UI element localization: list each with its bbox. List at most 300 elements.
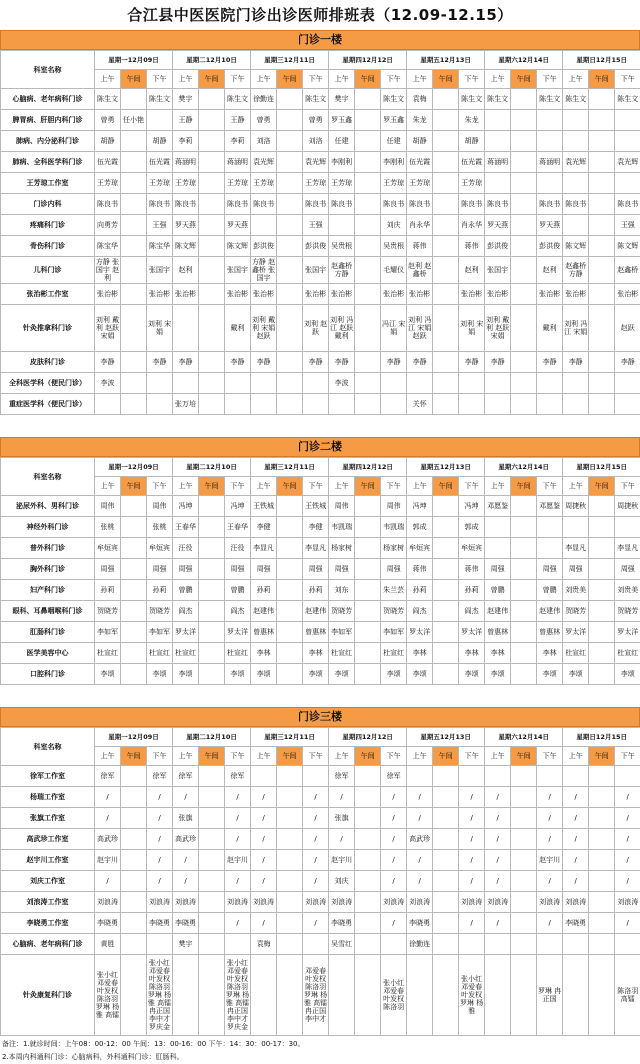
doctor-cell: 徐军 — [147, 766, 173, 787]
doctor-cell — [511, 538, 537, 559]
doctor-cell: 李颂 — [95, 664, 121, 685]
dept-name: 普外科门诊 — [1, 538, 95, 559]
doctor-cell — [511, 766, 537, 787]
shift-header: 下午 — [615, 747, 640, 766]
doctor-cell: 孙莉 — [459, 580, 485, 601]
shift-header: 下午 — [615, 477, 640, 496]
doctor-cell: 曾鹏 — [173, 580, 199, 601]
doctor-cell: 赵鑫桥 — [615, 257, 640, 284]
doctor-cell — [589, 829, 615, 850]
doctor-cell: 邓愿鉴 — [537, 496, 563, 517]
doctor-cell: / — [251, 871, 277, 892]
doctor-cell — [589, 373, 615, 394]
doctor-cell: 袁光辉 — [563, 152, 589, 173]
doctor-cell — [277, 131, 303, 152]
doctor-cell: / — [459, 787, 485, 808]
doctor-cell: 曾鹏 — [485, 580, 511, 601]
doctor-cell: 刘庆 — [329, 871, 355, 892]
doctor-cell: 陈良书 — [407, 194, 433, 215]
doctor-cell: 李颂 — [485, 664, 511, 685]
doctor-cell — [199, 766, 225, 787]
doctor-cell — [433, 892, 459, 913]
doctor-cell: 李静 — [459, 352, 485, 373]
doctor-cell: 戴利 — [537, 305, 563, 352]
doctor-cell: 徐军 — [225, 766, 251, 787]
doctor-cell: 李静 — [407, 352, 433, 373]
shift-header: 下午 — [147, 70, 173, 89]
doctor-cell — [277, 496, 303, 517]
doctor-cell: 罗玉鑫 — [381, 110, 407, 131]
doctor-cell: 徐勤连 — [251, 89, 277, 110]
doctor-cell: 刘利 赵跃 — [303, 305, 329, 352]
doctor-cell — [511, 215, 537, 236]
doctor-cell — [511, 850, 537, 871]
doctor-cell — [121, 766, 147, 787]
doctor-cell — [589, 352, 615, 373]
doctor-cell: 李颂 — [615, 664, 640, 685]
doctor-cell — [277, 89, 303, 110]
doctor-cell: 周强 — [485, 559, 511, 580]
doctor-cell — [433, 236, 459, 257]
doctor-cell: 周强 — [173, 559, 199, 580]
shift-header: 上午 — [563, 477, 589, 496]
doctor-cell — [173, 305, 199, 352]
doctor-cell — [589, 808, 615, 829]
doctor-cell: 刘浪涛 — [251, 892, 277, 913]
doctor-cell — [537, 373, 563, 394]
doctor-cell — [121, 284, 147, 305]
doctor-cell: 张桃 — [147, 517, 173, 538]
doctor-cell: 刘浪涛 — [329, 892, 355, 913]
doctor-cell — [355, 601, 381, 622]
shift-header: 上午 — [173, 747, 199, 766]
doctor-cell: 李颂 — [303, 664, 329, 685]
doctor-cell: 陈良书 — [303, 194, 329, 215]
floor-title: 门诊二楼 — [0, 437, 640, 457]
shift-header: 上午 — [407, 70, 433, 89]
doctor-cell: / — [537, 871, 563, 892]
doctor-cell: 袁梅 — [407, 89, 433, 110]
doctor-cell — [615, 373, 640, 394]
doctor-cell: 陈良书 — [95, 194, 121, 215]
doctor-cell — [121, 194, 147, 215]
doctor-cell — [511, 236, 537, 257]
doctor-cell: 李显凡 — [563, 538, 589, 559]
doctor-cell: 周捷秋 — [563, 496, 589, 517]
doctor-cell — [589, 110, 615, 131]
doctor-cell: 刘浪涛 — [381, 892, 407, 913]
doctor-cell: 张治彬 — [173, 284, 199, 305]
doctor-cell — [251, 373, 277, 394]
dept-name: 针灸推拿科门诊 — [1, 305, 95, 352]
doctor-cell — [589, 194, 615, 215]
doctor-cell: 刘贵美 — [563, 580, 589, 601]
shift-header: 下午 — [225, 477, 251, 496]
doctor-cell: 高武珍 — [95, 829, 121, 850]
doctor-cell: / — [95, 787, 121, 808]
doctor-cell — [433, 580, 459, 601]
dept-name: 杨瑞工作室 — [1, 787, 95, 808]
doctor-cell — [537, 131, 563, 152]
dept-name: 胸外科门诊 — [1, 559, 95, 580]
doctor-cell — [511, 284, 537, 305]
doctor-cell: 袁光辉 — [251, 152, 277, 173]
doctor-cell: 陈生文 — [147, 89, 173, 110]
doctor-cell: / — [95, 871, 121, 892]
doctor-cell: / — [147, 871, 173, 892]
doctor-cell: 陈文辉 — [563, 236, 589, 257]
doctor-cell: 赵鑫桥 方静 — [563, 257, 589, 284]
doctor-cell: 周强 — [537, 559, 563, 580]
doctor-cell: 李刚利 — [329, 152, 355, 173]
doctor-cell — [355, 284, 381, 305]
day-header: 星期六12月14日 — [485, 458, 563, 477]
shift-header: 下午 — [225, 70, 251, 89]
shift-header: 午间 — [433, 477, 459, 496]
doctor-cell: 曾鹏 — [225, 580, 251, 601]
doctor-cell: / — [251, 850, 277, 871]
day-header: 星期三12月11日 — [251, 458, 329, 477]
doctor-cell — [511, 110, 537, 131]
doctor-cell: 张小红 邓爱春 叶发权 陈洛羽 — [381, 955, 407, 1036]
doctor-cell — [303, 394, 329, 415]
doctor-cell — [199, 373, 225, 394]
doctor-cell — [563, 934, 589, 955]
doctor-cell: 张万培 — [173, 394, 199, 415]
doctor-cell — [277, 152, 303, 173]
doctor-cell: / — [381, 829, 407, 850]
shift-header: 下午 — [615, 70, 640, 89]
doctor-cell: / — [407, 787, 433, 808]
doctor-cell — [251, 955, 277, 1036]
doctor-cell: / — [563, 808, 589, 829]
shift-header: 下午 — [537, 747, 563, 766]
doctor-cell — [433, 559, 459, 580]
doctor-cell — [615, 517, 640, 538]
shift-header: 上午 — [407, 747, 433, 766]
shift-header: 上午 — [485, 477, 511, 496]
dept-name: 口腔科门诊 — [1, 664, 95, 685]
day-header: 星期日12月15日 — [563, 728, 640, 747]
table-row — [1, 766, 640, 787]
shift-header: 上午 — [95, 70, 121, 89]
doctor-cell — [277, 373, 303, 394]
doctor-cell: 张国宇 — [485, 257, 511, 284]
doctor-cell — [277, 934, 303, 955]
doctor-cell — [199, 89, 225, 110]
doctor-cell — [355, 394, 381, 415]
doctor-cell — [355, 517, 381, 538]
doctor-cell — [199, 110, 225, 131]
doctor-cell — [251, 766, 277, 787]
shift-header: 午间 — [433, 747, 459, 766]
doctor-cell — [485, 373, 511, 394]
doctor-cell: 李林 — [485, 643, 511, 664]
doctor-cell — [433, 829, 459, 850]
doctor-cell: 关怀 — [407, 394, 433, 415]
doctor-cell: 陈良书 — [173, 194, 199, 215]
doctor-cell: / — [381, 787, 407, 808]
shift-header: 午间 — [355, 747, 381, 766]
doctor-cell: 李静 — [615, 352, 640, 373]
doctor-cell: / — [251, 829, 277, 850]
doctor-cell — [589, 215, 615, 236]
table-row — [1, 559, 640, 580]
doctor-cell: 徐军 — [329, 766, 355, 787]
doctor-cell — [355, 152, 381, 173]
doctor-cell — [433, 215, 459, 236]
doctor-cell: 王芳琼 — [147, 173, 173, 194]
doctor-cell — [355, 559, 381, 580]
doctor-cell: 杜宣红 — [381, 643, 407, 664]
doctor-cell — [277, 305, 303, 352]
doctor-cell — [173, 373, 199, 394]
table-row — [1, 892, 640, 913]
doctor-cell: 李颂 — [563, 664, 589, 685]
doctor-cell: 刘利 戴利 赵跃 宋娟 — [95, 305, 121, 352]
doctor-cell: 周强 — [225, 559, 251, 580]
doctor-cell — [589, 892, 615, 913]
doctor-cell: 冯坤 — [459, 496, 485, 517]
table-row — [1, 871, 640, 892]
doctor-cell — [433, 766, 459, 787]
doctor-cell — [589, 871, 615, 892]
doctor-cell — [199, 152, 225, 173]
doctor-cell: 曾鹏 — [537, 580, 563, 601]
doctor-cell: 彭洪俊 — [485, 236, 511, 257]
doctor-cell: 罗天燕 — [173, 215, 199, 236]
doctor-cell — [121, 373, 147, 394]
doctor-cell — [199, 517, 225, 538]
table-row — [1, 194, 640, 215]
doctor-cell: 杨家树 — [381, 538, 407, 559]
doctor-cell: / — [563, 871, 589, 892]
table-row — [1, 955, 640, 1036]
doctor-cell: 郭成 — [407, 517, 433, 538]
doctor-cell: 樊宇 — [173, 934, 199, 955]
shift-header: 午间 — [589, 70, 615, 89]
doctor-cell: / — [459, 808, 485, 829]
shift-header: 午间 — [277, 747, 303, 766]
doctor-cell: 刘贵美 — [615, 580, 640, 601]
doctor-cell: / — [459, 850, 485, 871]
doctor-cell — [511, 89, 537, 110]
doctor-cell — [433, 913, 459, 934]
doctor-cell — [511, 194, 537, 215]
doctor-cell: 刘浪涛 — [615, 892, 640, 913]
doctor-cell — [589, 284, 615, 305]
shift-header: 下午 — [147, 747, 173, 766]
doctor-cell: / — [381, 850, 407, 871]
doctor-cell: 赵跃 — [615, 305, 640, 352]
day-header: 星期四12月12日 — [329, 728, 407, 747]
doctor-cell: 罗天燕 — [537, 215, 563, 236]
doctor-cell: 王芳琼 — [173, 173, 199, 194]
doctor-cell: 蒋伟 — [459, 236, 485, 257]
doctor-cell — [277, 580, 303, 601]
shift-header: 午间 — [277, 70, 303, 89]
doctor-cell — [511, 131, 537, 152]
doctor-cell — [511, 955, 537, 1036]
doctor-cell — [303, 766, 329, 787]
doctor-cell — [615, 131, 640, 152]
doctor-cell — [563, 766, 589, 787]
doctor-cell: / — [147, 829, 173, 850]
doctor-cell — [537, 538, 563, 559]
doctor-cell — [511, 808, 537, 829]
doctor-cell: / — [303, 829, 329, 850]
doctor-cell — [537, 110, 563, 131]
doctor-cell — [485, 173, 511, 194]
doctor-cell — [225, 934, 251, 955]
day-header: 星期一12月09日 — [95, 51, 173, 70]
doctor-cell: 李如军 — [381, 622, 407, 643]
doctor-cell: 赵利 赵鑫桥 — [407, 257, 433, 284]
doctor-cell — [121, 305, 147, 352]
doctor-cell: / — [173, 850, 199, 871]
doctor-cell: 陈良书 — [147, 194, 173, 215]
doctor-cell: 伍光霞 — [407, 152, 433, 173]
doctor-cell — [355, 808, 381, 829]
doctor-cell — [121, 829, 147, 850]
doctor-cell — [355, 850, 381, 871]
doctor-cell: 邓爱春 叶发权 陈洛羽 罗琳 杨雅 高镭 冉正国 李中才 — [303, 955, 329, 1036]
doctor-cell — [277, 913, 303, 934]
table-row — [1, 257, 640, 284]
doctor-cell: 刘浪涛 — [225, 892, 251, 913]
doctor-cell: 李显凡 — [251, 538, 277, 559]
doctor-cell: / — [303, 871, 329, 892]
doctor-cell — [355, 305, 381, 352]
doctor-cell: / — [225, 787, 251, 808]
doctor-cell: 任建 — [329, 131, 355, 152]
doctor-cell: / — [303, 913, 329, 934]
doctor-cell: 李颂 — [147, 664, 173, 685]
shift-header: 上午 — [329, 477, 355, 496]
doctor-cell: 张小红 邓爱春 叶发权 陈洛羽 罗琳 杨雅 高镭 — [95, 955, 121, 1036]
doctor-cell — [589, 664, 615, 685]
doctor-cell — [563, 955, 589, 1036]
doctor-cell: 陈文辉 — [225, 236, 251, 257]
doctor-cell: 袁光辉 — [303, 152, 329, 173]
doctor-cell: 曾勇 — [251, 110, 277, 131]
doctor-cell — [433, 173, 459, 194]
doctor-cell: 牟烜宾 — [459, 538, 485, 559]
doctor-cell — [199, 257, 225, 284]
doctor-cell — [199, 892, 225, 913]
shift-header: 下午 — [303, 70, 329, 89]
doctor-cell — [511, 496, 537, 517]
doctor-cell: 阎杰 — [173, 601, 199, 622]
doctor-cell: / — [225, 871, 251, 892]
doctor-cell: 李如军 — [95, 622, 121, 643]
doctor-cell: 王静 — [225, 110, 251, 131]
doctor-cell: 曾惠林 — [251, 622, 277, 643]
doctor-cell — [511, 787, 537, 808]
doctor-cell: 陈良书 — [563, 194, 589, 215]
doctor-cell: 周强 — [303, 559, 329, 580]
shift-header: 上午 — [251, 747, 277, 766]
doctor-cell: / — [251, 787, 277, 808]
doctor-cell — [589, 131, 615, 152]
doctor-cell: 罗太洋 — [615, 622, 640, 643]
doctor-cell — [433, 284, 459, 305]
doctor-cell — [355, 538, 381, 559]
doctor-cell — [433, 850, 459, 871]
day-header: 星期四12月12日 — [329, 458, 407, 477]
doctor-cell — [485, 131, 511, 152]
shift-header: 上午 — [329, 70, 355, 89]
doctor-cell — [433, 664, 459, 685]
doctor-cell: 刘浪涛 — [407, 892, 433, 913]
doctor-cell: 张治彬 — [225, 284, 251, 305]
doctor-cell: 李静 — [329, 352, 355, 373]
schedule-container — [0, 30, 640, 1036]
doctor-cell: 张治彬 — [485, 284, 511, 305]
doctor-cell: 张治彬 — [251, 284, 277, 305]
doctor-cell — [199, 850, 225, 871]
doctor-cell: 张治彬 — [537, 284, 563, 305]
shift-header: 下午 — [303, 477, 329, 496]
doctor-cell — [511, 643, 537, 664]
doctor-cell — [433, 601, 459, 622]
doctor-cell — [199, 934, 225, 955]
shift-header: 午间 — [121, 747, 147, 766]
doctor-cell: / — [147, 787, 173, 808]
doctor-cell — [459, 766, 485, 787]
doctor-cell: 肖永华 — [459, 215, 485, 236]
doctor-cell: 张旗 — [173, 808, 199, 829]
doctor-cell: 徐军 — [173, 766, 199, 787]
doctor-cell: 李静 — [225, 352, 251, 373]
doctor-cell: 张治彬 — [615, 284, 640, 305]
doctor-cell — [147, 394, 173, 415]
doctor-cell: 孙莉 — [407, 580, 433, 601]
doctor-cell — [199, 622, 225, 643]
doctor-cell: 牟烜宾 — [147, 538, 173, 559]
doctor-cell: 贺晓芳 — [563, 601, 589, 622]
doctor-cell: 李颂 — [173, 664, 199, 685]
doctor-cell: 陈生文 — [563, 89, 589, 110]
doctor-cell — [121, 787, 147, 808]
doctor-cell: 陈宝华 — [147, 236, 173, 257]
doctor-cell: 李晓勇 — [329, 913, 355, 934]
day-header: 星期五12月13日 — [407, 728, 485, 747]
doctor-cell: 冯坤 — [407, 496, 433, 517]
doctor-cell: / — [329, 787, 355, 808]
dept-name: 高武珍工作室 — [1, 829, 95, 850]
dept-name: 泌尿外科、男科门诊 — [1, 496, 95, 517]
floor-section — [0, 437, 640, 685]
doctor-cell: 刘利 冯江 宋娟 — [563, 305, 589, 352]
doctor-cell: 刘利 宋娟 — [147, 305, 173, 352]
doctor-cell — [511, 173, 537, 194]
doctor-cell: 张国宇 — [303, 257, 329, 284]
doctor-cell — [355, 131, 381, 152]
doctor-cell — [511, 601, 537, 622]
day-header: 星期日12月15日 — [563, 51, 640, 70]
shift-header: 午间 — [199, 70, 225, 89]
doctor-cell — [277, 664, 303, 685]
doctor-cell: 胡静 — [147, 131, 173, 152]
doctor-cell: 刘东 — [329, 580, 355, 601]
doctor-cell: 罗太洋 — [225, 622, 251, 643]
shift-header: 午间 — [589, 477, 615, 496]
doctor-cell — [589, 496, 615, 517]
doctor-cell: 杜宣红 — [615, 643, 640, 664]
table-row — [1, 305, 640, 352]
doctor-cell — [433, 194, 459, 215]
